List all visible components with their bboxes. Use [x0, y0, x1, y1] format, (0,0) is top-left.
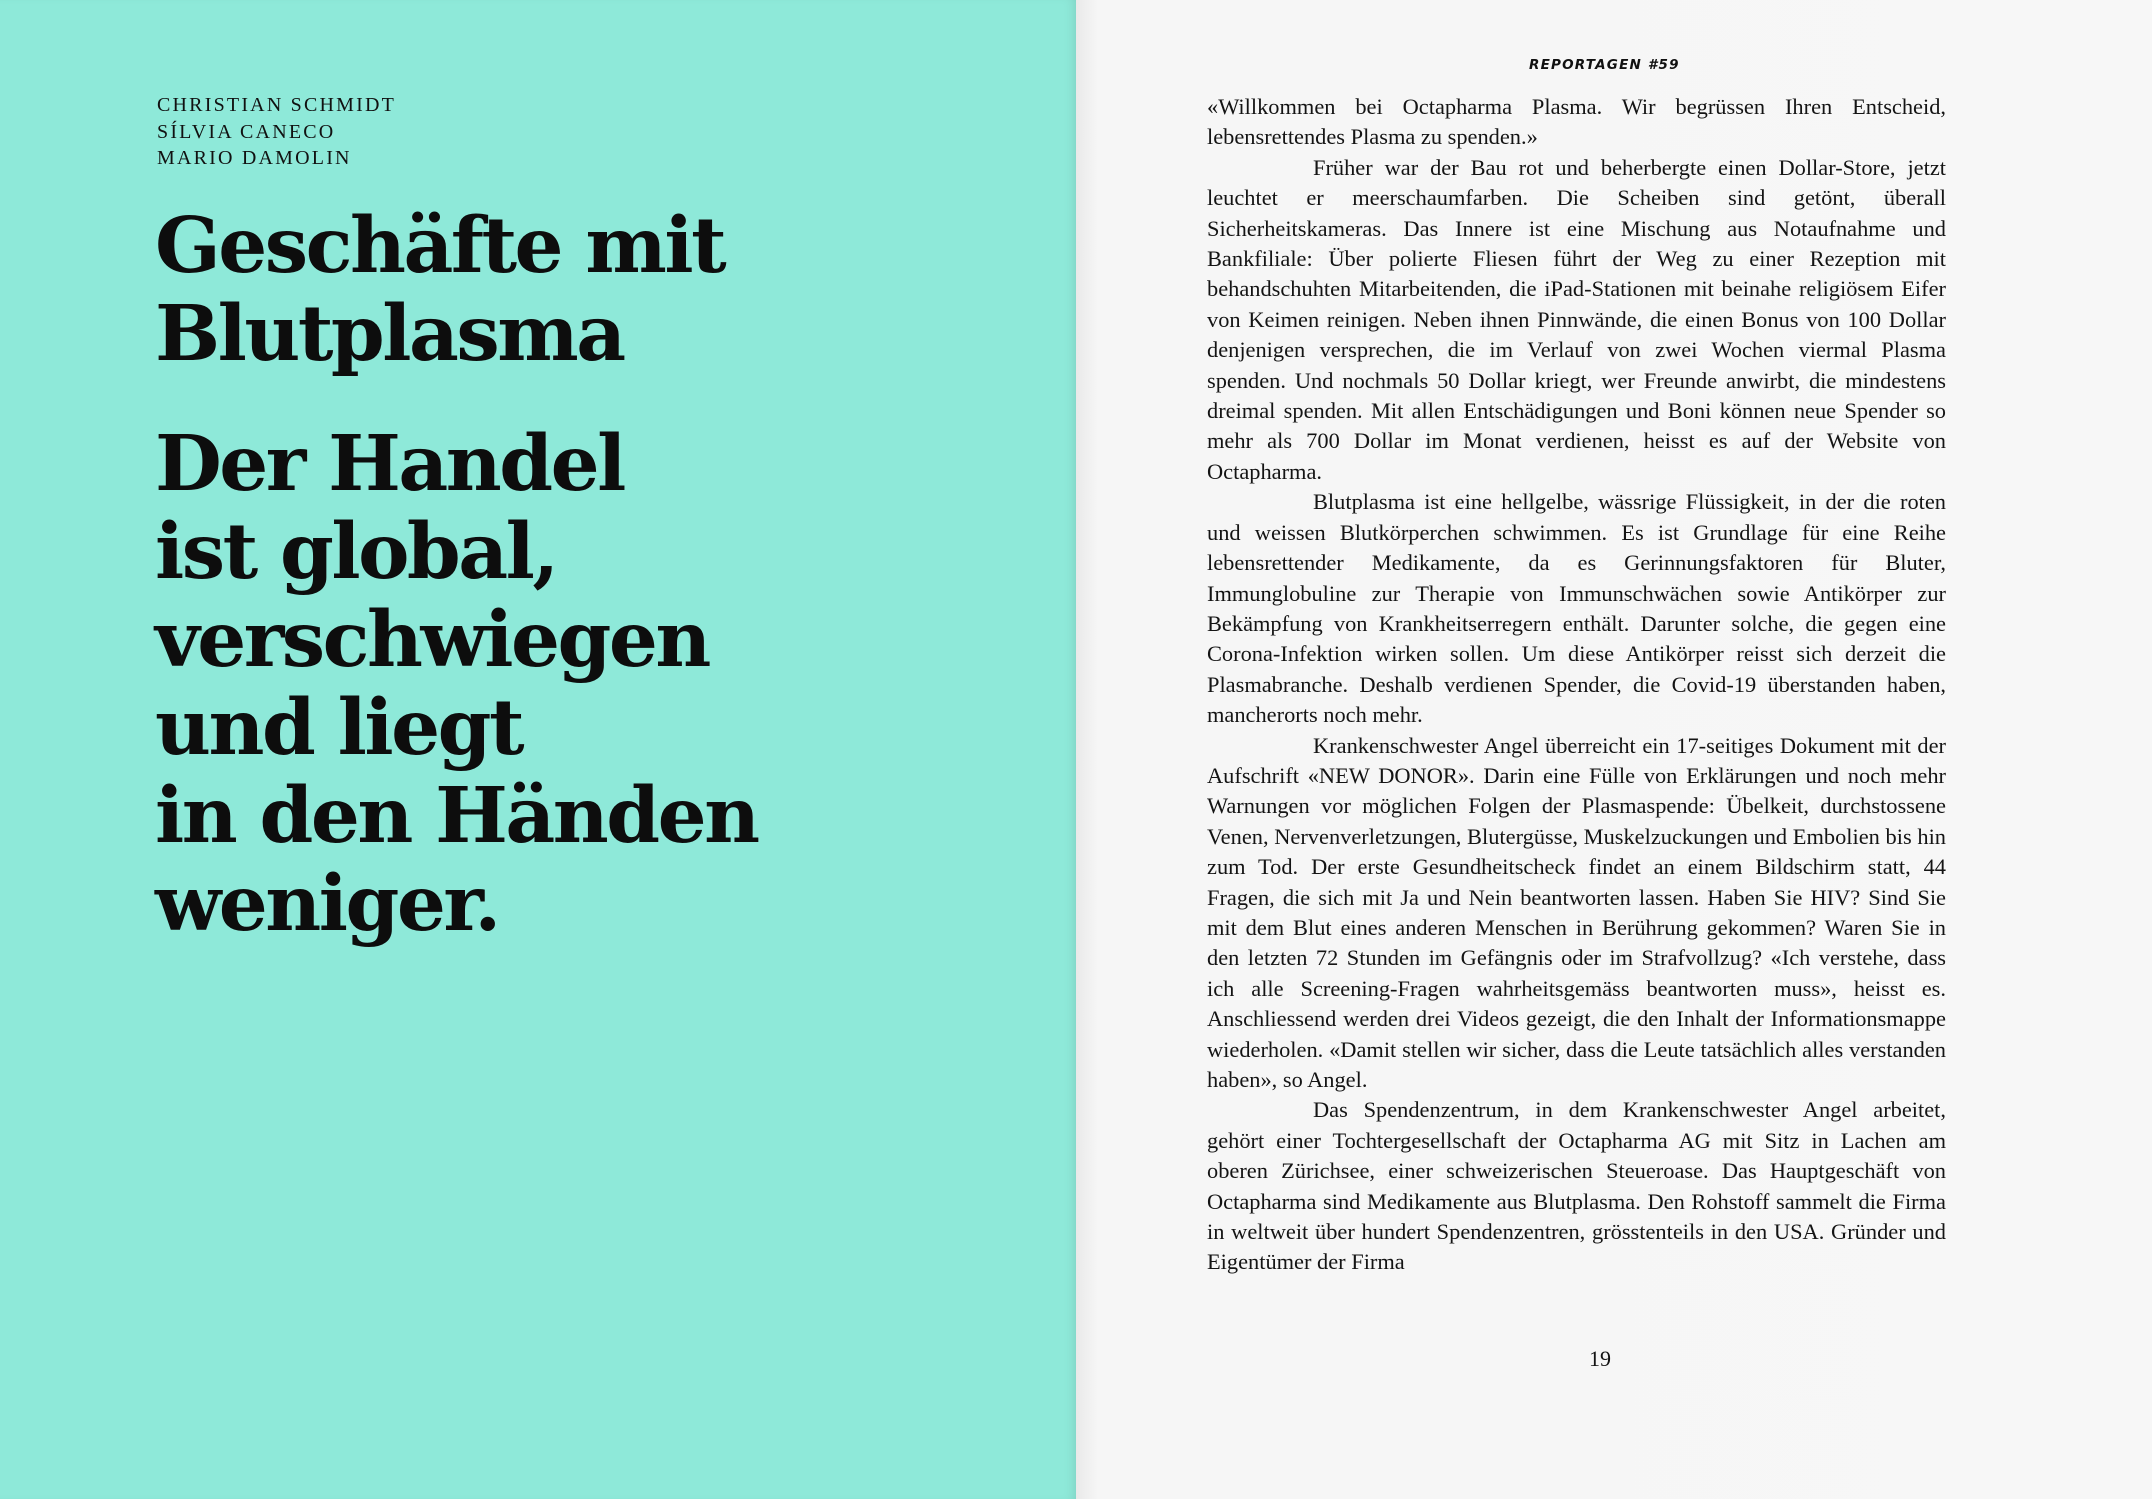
- body-paragraph: Früher war der Bau rot und beherbergte einen Dollar-Store, jetzt leuchtet er meerschaumfarben. Die Scheiben sind getönt, überall Sicherheitskameras. Das Innere ist eine Mischung aus Notaufnahme und Bankfiliale: Über polierte Fliesen führt der Weg zu einer Rezeption mit behandschuhten Mitarbeitenden, die iPad-Stationen mit beinahe religiösem Eifer von Keimen reinigen. Neben ihnen Pinnwände, die einen Bonus von 100 Dollar denjenigen versprechen, die im Verlauf von zwei Wochen viermal Plasma spenden. Und nochmals 50 Dollar kriegt, wer Freunde anwirbt, die mindestens dreimal spenden. Mit allen Entschädigungen und Boni können neue Spender so mehr als 700 Dollar im Monat verdienen, heisst es auf der Website von Octapharma.: [1207, 154, 1946, 484]
- body-paragraph: Krankenschwester Angel überreicht ein 17-seitiges Dokument mit der Aufschrift «NEW DONOR». Darin eine Fülle von Erklärungen und noch mehr Warnungen vor möglichen Folgen der Plasmaspende: Übelkeit, durchstossene Venen, Nervenverletzungen, Blutergüsse, Muskelzuckungen und Embolien bis hin zum Tod. Der erste Gesundheitscheck findet an einem Bildschirm statt, 44 Fragen, die sich mit Ja und Nein beantworten lassen. Haben Sie HIV? Sind Sie mit dem Blut eines anderen Menschen in Berührung gekommen? Waren Sie in den letzten 72 Stunden im Gefängnis oder im Strafvollzug? «Ich verstehe, dass ich alle Screening-Fragen wahrheitsgemäss beantworten muss», heisst es. Anschliessend werden drei Videos gezeigt, die den Inhalt der Informationsmappe wiederholen. «Damit stellen wir sicher, dass die Leute tatsächlich alles verstanden haben», so Angel.: [1207, 732, 1946, 1092]
- article-body: [1207, 92, 1946, 1278]
- running-head: REPORTAGEN #59: [1529, 57, 1680, 73]
- author-name: CHRISTIAN SCHMIDT: [157, 94, 397, 116]
- author-name: SÍLVIA CANECO: [157, 120, 336, 143]
- author-name: MARIO DAMOLIN: [157, 147, 352, 169]
- page-number: 19: [1589, 1346, 1611, 1371]
- body-paragraph: «Willkommen bei Octapharma Plasma. Wir begrüssen Ihren Entscheid, lebensrettendes Plasma zu spenden.»: [1207, 94, 1946, 150]
- body-paragraph: Das Spendenzentrum, in dem Krankenschwester Angel arbeitet, gehört einer Tochtergesellschaft der Octapharma AG mit Sitz in Lachen am oberen Zürichsee, einer schweizerischen Steueroase. Das Hauptgeschäft von Octapharma sind Medikamente aus Blutplasma. Den Rohstoff sammelt die Firma in weltweit über hundert Spendenzentren, grösstenteils in den USA. Gründer und Eigentümer der Firma: [1207, 1097, 1946, 1275]
- article-headline: [155, 202, 1035, 948]
- headline-title: Geschäfte mit Blutplasma: [155, 201, 725, 379]
- body-paragraph: Blutplasma ist eine hellgelbe, wässrige Flüssigkeit, in der die roten und weissen Blutkörperchen schwimmen. Es ist Grundlage für eine Reihe lebensrettender Medikamente, da es Gerinnungsfaktoren für Bluter, Immunglobuline zur Therapie von Immunschwächen sowie Antikörper zur Bekämpfung von Krankheitserregern enthält. Darunter solche, die gegen eine Corona-Infektion wirken sollen. Um diese Antikörper reisst sich derzeit die Plasmabranche. Deshalb verdienen Spender, die Covid-19 überstanden haben, mancherorts noch mehr.: [1207, 489, 1946, 728]
- author-list: [157, 92, 396, 172]
- headline-subtitle: Der Handel ist global, verschwiegen und liegt in den Händen weniger.: [155, 419, 758, 949]
